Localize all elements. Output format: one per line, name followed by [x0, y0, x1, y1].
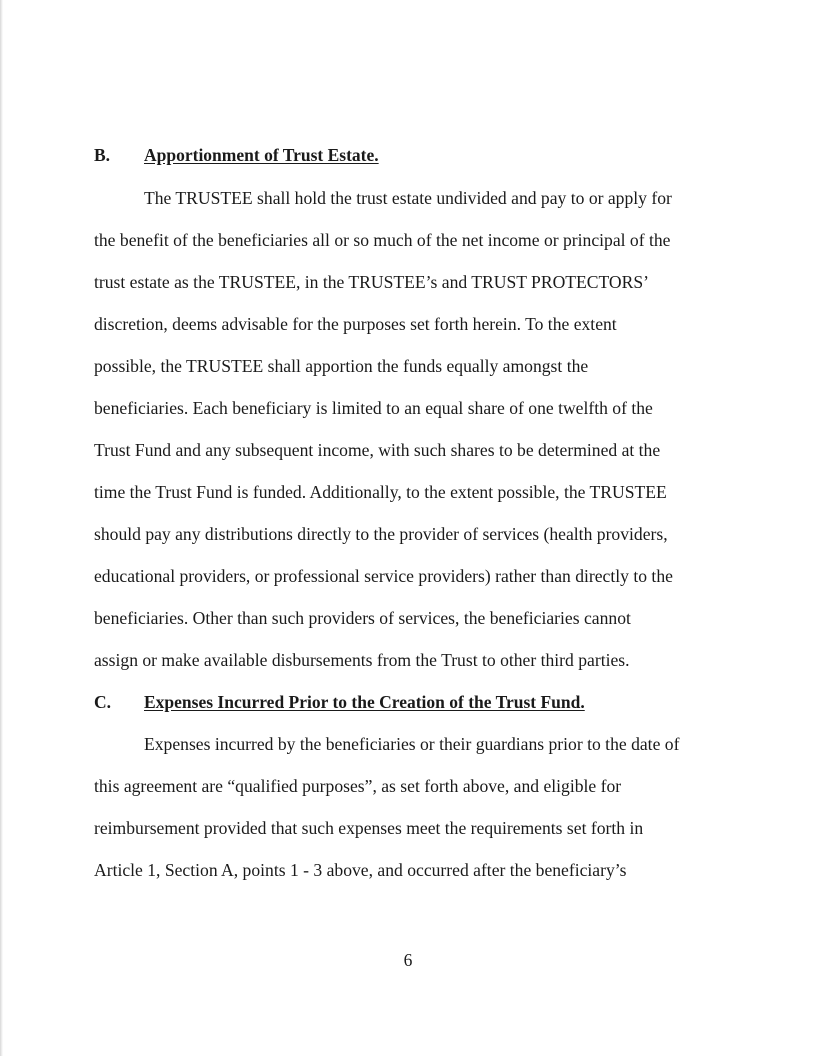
- section-c-letter: C.: [94, 692, 112, 712]
- section-b-line-1: The TRUSTEE shall hold the trust estate undivided and pay to or apply for: [144, 188, 672, 208]
- section-b-line-10: educational providers, or professional service providers) rather than directly to the: [94, 566, 673, 586]
- section-c-title: Expenses Incurred Prior to the Creation of the Trust Fund.: [144, 692, 585, 712]
- section-c-heading: [94, 692, 585, 713]
- section-b-line-5: possible, the TRUSTEE shall apportion the funds equally amongst the: [94, 356, 589, 376]
- section-c-line-4: Article 1, Section A, points 1 - 3 above, and occurred after the beneficiary’s: [94, 860, 627, 880]
- section-b-line-2: the benefit of the beneficiaries all or so much of the net income or principal of the: [94, 230, 671, 250]
- section-b-title: Apportionment of Trust Estate.: [144, 145, 379, 165]
- section-b-heading: [94, 145, 379, 166]
- scan-edge-shadow: [0, 0, 3, 1056]
- section-b-letter: B.: [94, 145, 111, 165]
- section-b-line-11: beneficiaries. Other than such providers of services, the beneficiaries cannot: [94, 608, 631, 628]
- section-b-line-3: trust estate as the TRUSTEE, in the TRUSTEE’s and TRUST PROTECTORS’: [94, 272, 650, 292]
- section-b-line-6: beneficiaries. Each beneficiary is limited to an equal share of one twelfth of the: [94, 398, 653, 418]
- section-b-line-12: assign or make available disbursements from the Trust to other third parties.: [94, 650, 630, 670]
- section-b-line-9: should pay any distributions directly to the provider of services (health providers,: [94, 524, 668, 544]
- section-b-line-8: time the Trust Fund is funded. Additionally, to the extent possible, the TRUSTEE: [94, 482, 667, 502]
- section-b-line-4: discretion, deems advisable for the purposes set forth herein. To the extent: [94, 314, 617, 334]
- page-number: 6: [403, 950, 413, 970]
- section-c-line-3: reimbursement provided that such expenses meet the requirements set forth in: [94, 818, 644, 838]
- section-c-line-2: this agreement are “qualified purposes”, as set forth above, and eligible for: [94, 776, 622, 796]
- section-b-line-7: Trust Fund and any subsequent income, with such shares to be determined at the: [94, 440, 661, 460]
- section-c-line-1: Expenses incurred by the beneficiaries or their guardians prior to the date of: [144, 734, 680, 754]
